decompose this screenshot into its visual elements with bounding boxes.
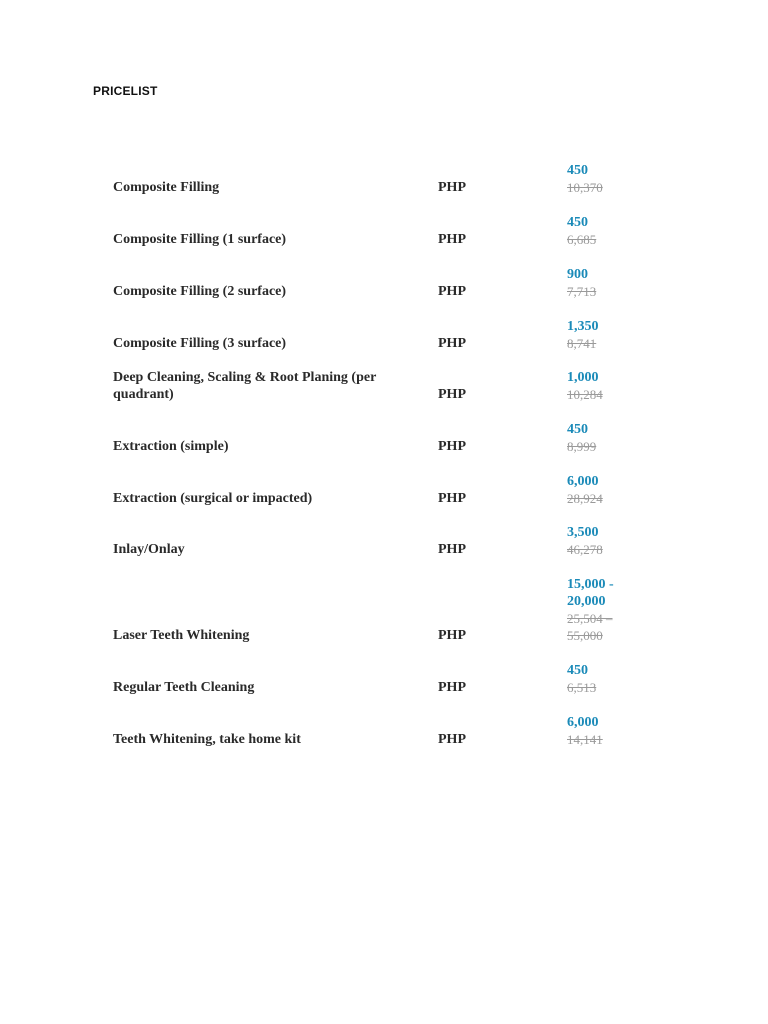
service-name: Deep Cleaning, Scaling & Root Planing (per quadrant) <box>113 370 377 402</box>
service-name: Extraction (surgical or impacted) <box>113 491 313 506</box>
sale-price: 6,000 <box>567 715 599 730</box>
price-block <box>567 214 657 248</box>
price-block <box>567 266 657 300</box>
price-block <box>567 576 639 644</box>
currency-label: PHP <box>438 232 466 247</box>
price-block <box>567 714 657 748</box>
currency-label: PHP <box>438 387 466 402</box>
page-title: PRICELIST <box>93 84 158 98</box>
sale-price: 900 <box>567 267 588 282</box>
original-price: 28,924 <box>567 491 603 506</box>
original-price: 25,504 – 55,000 <box>567 611 613 643</box>
service-name: Composite Filling <box>113 180 220 195</box>
price-block <box>567 162 657 196</box>
service-name: Composite Filling (1 surface) <box>113 232 287 247</box>
currency-label: PHP <box>438 732 466 747</box>
price-block <box>567 421 657 455</box>
currency-label: PHP <box>438 491 466 506</box>
original-price: 6,685 <box>567 232 597 247</box>
currency-label: PHP <box>438 680 466 695</box>
currency-label: PHP <box>438 336 466 351</box>
original-price: 8,741 <box>567 336 597 351</box>
sale-price: 450 <box>567 422 588 437</box>
currency-label: PHP <box>438 542 466 557</box>
sale-price: 1,350 <box>567 319 599 334</box>
sale-price: 6,000 <box>567 474 599 489</box>
price-block <box>567 473 657 507</box>
price-block <box>567 318 657 352</box>
currency-label: PHP <box>438 180 466 195</box>
service-name: Composite Filling (3 surface) <box>113 336 287 351</box>
price-block <box>567 662 657 696</box>
service-name: Extraction (simple) <box>113 439 229 454</box>
original-price: 10,370 <box>567 180 603 195</box>
sale-price: 450 <box>567 663 588 678</box>
sale-price: 15,000 - 20,000 <box>567 577 614 609</box>
sale-price: 450 <box>567 163 588 178</box>
sale-price: 3,500 <box>567 525 599 540</box>
sale-price: 450 <box>567 215 588 230</box>
currency-label: PHP <box>438 628 466 643</box>
original-price: 10,284 <box>567 387 603 402</box>
currency-label: PHP <box>438 439 466 454</box>
service-name: Composite Filling (2 surface) <box>113 284 287 299</box>
price-block <box>567 369 657 403</box>
sale-price: 1,000 <box>567 370 599 385</box>
price-block <box>567 524 657 558</box>
currency-label: PHP <box>438 284 466 299</box>
service-name: Laser Teeth Whitening <box>113 628 250 643</box>
service-name: Regular Teeth Cleaning <box>113 680 255 695</box>
original-price: 14,141 <box>567 732 603 747</box>
service-name: Teeth Whitening, take home kit <box>113 732 301 747</box>
original-price: 6,513 <box>567 680 597 695</box>
original-price: 46,278 <box>567 542 603 557</box>
original-price: 8,999 <box>567 439 597 454</box>
service-name: Inlay/Onlay <box>113 542 185 557</box>
original-price: 7,713 <box>567 284 597 299</box>
